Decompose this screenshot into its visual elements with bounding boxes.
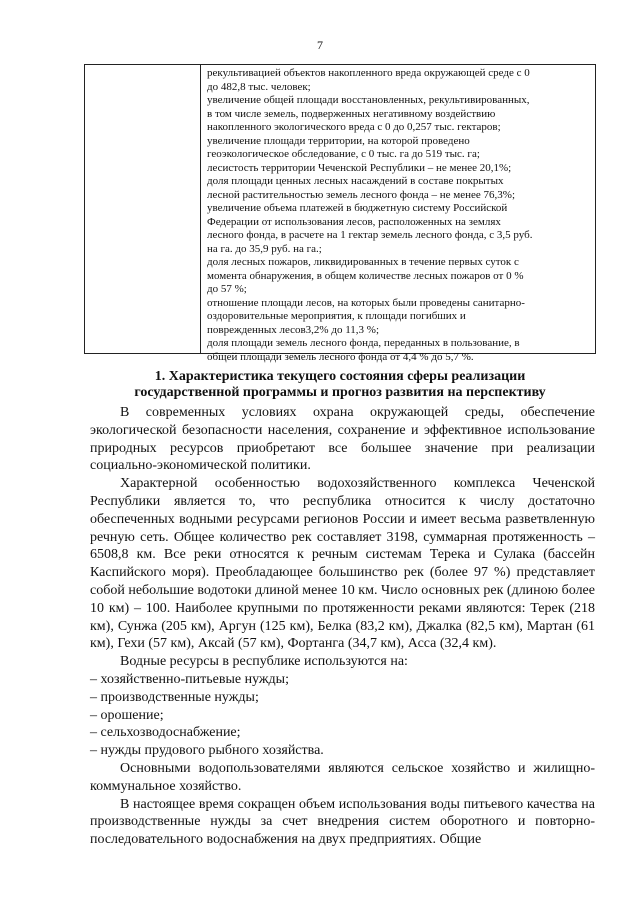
- table-line: увеличение общей площади восстановленных, рекультивированных,: [207, 94, 530, 106]
- table-line: накопленного экологического вреда с 0 до 0,257 тыс. гектаров;: [207, 121, 501, 133]
- paragraph: Водные ресурсы в республике используются на:: [120, 654, 408, 670]
- table-line: лесного фонда, в расчете на 1 гектар земель лесного фонда, с 3,5 руб.: [207, 229, 533, 241]
- table-line: отношение площади лесов, на которых были проведены санитарно-: [207, 296, 525, 309]
- page-number: 7: [317, 38, 323, 52]
- table-line: на га. до 35,9 руб. на га.;: [207, 242, 322, 255]
- table-line: поврежденных лесов3,2% до 11,3 %;: [207, 323, 379, 336]
- list-item: – орошение;: [90, 707, 164, 723]
- table-cell-indicators: [207, 67, 591, 364]
- list-item: – сельхозводоснабжение;: [90, 725, 241, 741]
- list-item: – производственные нужды;: [90, 689, 259, 705]
- table-line: рекультивацией объектов накопленного вреда окружающей среде с 0: [207, 67, 530, 79]
- water-use-list: [90, 671, 595, 760]
- indicators-table: [84, 64, 596, 363]
- table-line: доля площади ценных лесных насаждений в составе покрытых: [207, 175, 504, 187]
- table-line: увеличение площади территории, на которой проведено: [207, 134, 470, 147]
- table-column-divider: [200, 65, 201, 353]
- section-title-line: 1. Характеристика текущего состояния сферы реализации: [154, 369, 526, 384]
- table-line: до 57 %;: [207, 283, 247, 295]
- table-line: момента обнаружения, в общем количестве лесных пожаров от 0 %: [207, 269, 524, 282]
- section-title-line: государственной программы и прогноз развития на перспективу: [134, 385, 546, 400]
- table-line: до 482,8 тыс. человек;: [207, 80, 311, 93]
- paragraph: Характерной особенностью водохозяйственного комплекса Чеченской Республики является то, что республика относится к числу достаточно обеспеченных водными ресурсами регионов России и имеет весьма разветвленную речную сеть. Общее количество рек составляет 3198, суммарная протяженность – 6508,8 км. Все реки относятся к речным системам Терека и Сулака (бассейн Каспийского моря). Преобладающее большинство рек (более 97 %) представляет собой небольшие водотоки длиной менее 10 км. Число основных рек (длиною более 10 км) – 100. Наиболее крупными по протяженности реками являются: Терек (218 км), Сунжа (205 км), Аргун (125 км), Белка (83,2 км), Джалка (82,5 км), Мартан (61 км), Гехи (57 км), Аксай (57 км), Фортанга (34,7 км), Асса (32,4 км).: [90, 476, 595, 652]
- table-line: Федерации от использования лесов, расположенных на землях: [207, 215, 501, 228]
- paragraph: В современных условиях охрана окружающей среды, обеспечение экологической безопасности населения, сохранение и эффективное использование природных ресурсов приобретают все большее значение при реализации социально-экономической политики.: [90, 405, 595, 474]
- table-line: доля площади земель лесного фонда, переданных в пользование, в: [207, 337, 520, 349]
- table-line: лесной растительностью земель лесного фонда – не менее 76,3%;: [207, 188, 515, 201]
- body-text: [90, 404, 595, 849]
- table-line: общей площади земель лесного фонда от 4,4 % до 5,7 %.: [207, 350, 474, 363]
- paragraph: В настоящее время сокращен объем использования воды питьевого качества на производственные нужды за счет внедрения систем оборотного и повторно-последовательного водоснабжения на двух предприятиях. Общие: [90, 796, 595, 848]
- list-item: – нужды прудового рыбного хозяйства.: [90, 743, 324, 759]
- table-line: лесистость территории Чеченской Республики – не менее 20,1%;: [207, 161, 512, 174]
- table-line: доля лесных пожаров, ликвидированных в течение первых суток с: [207, 256, 519, 268]
- list-item: – хозяйственно-питьевые нужды;: [90, 671, 289, 687]
- table-line: геоэкологическое обследование, с 0 тыс. га до 519 тыс. га;: [207, 148, 480, 160]
- table-line: в том числе земель, подверженных негативному воздействию: [207, 107, 496, 120]
- paragraph: Основными водопользователями являются сельское хозяйство и жилищно-коммунальное хозяйство.: [90, 760, 595, 794]
- section-title: [80, 369, 600, 401]
- table-line: увеличение объема платежей в бюджетную систему Российской: [207, 202, 508, 214]
- table-line: оздоровительные мероприятия, к площади погибших и: [207, 310, 466, 322]
